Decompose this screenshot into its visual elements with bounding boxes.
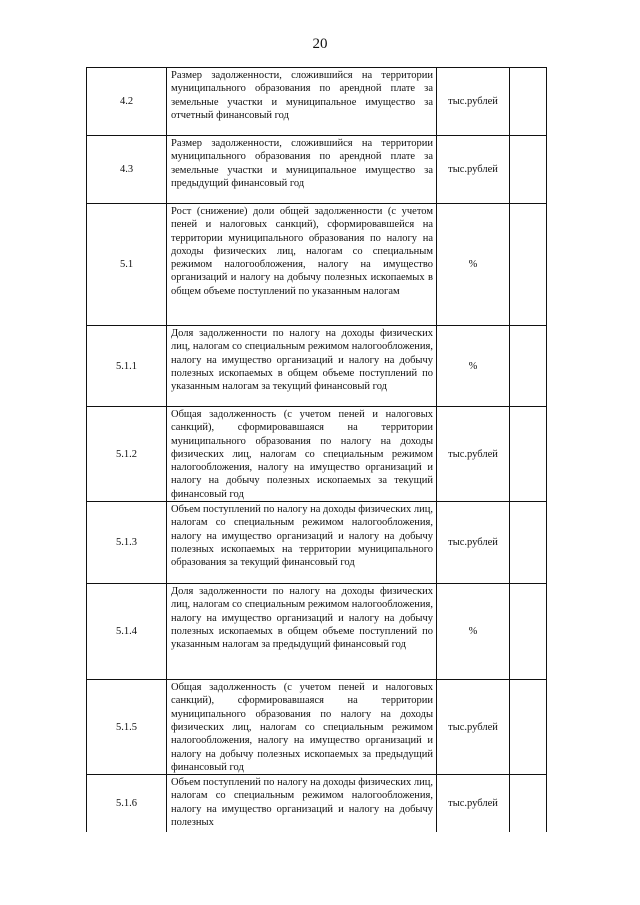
indicator-name: Размер задолженности, сложившийся на территории муниципального образования по арендной плате за земельные участки и муниципальное имущество за отчетный финансовый год (167, 68, 437, 136)
value-cell (510, 407, 547, 502)
row-number: 4.3 (87, 136, 167, 204)
indicator-name: Размер задолженности, сложившийся на территории муниципального образования по арендной плате за земельные участки и муниципальное имущество за предыдущий финансовый год (167, 136, 437, 204)
unit-cell: тыс.рублей (437, 407, 510, 502)
table-row (87, 775, 547, 832)
indicator-name: Доля задолженности по налогу на доходы физических лиц, налогам со специальным режимом налогообложения, налогу на имущество организаций и налогу на добычу полезных ископаемых в общем объеме поступлений по указанным налогам за предыдущий финансовый год (167, 584, 437, 680)
row-number: 5.1.3 (87, 502, 167, 584)
unit-cell: % (437, 204, 510, 326)
value-cell (510, 502, 547, 584)
indicator-name: Общая задолженность (с учетом пеней и налоговых санкций), сформировавшаяся на территории муниципального образования по налогу на доходы физических лиц, налогам со специальным режимом налогообложения, налогу на имущество организаций и налогу на добычу полезных ископаемых за предыдущий финансовый год (167, 680, 437, 775)
table-row (87, 136, 547, 204)
row-number: 4.2 (87, 68, 167, 136)
table-row (87, 68, 547, 136)
indicators-table (86, 67, 547, 832)
indicator-name: Объем поступлений по налогу на доходы физических лиц, налогам со специальным режимом налогообложения, налогу на имущество организаций и налогу на добычу полезных ископаемых на территории муниципального образования за текущий финансовый год (167, 502, 437, 584)
value-cell (510, 68, 547, 136)
indicator-name: Доля задолженности по налогу на доходы физических лиц, налогам со специальным режимом налогообложения, налогу на имущество организаций и налогу на добычу полезных ископаемых в общем объеме поступлений по указанным налогам за текущий финансовый год (167, 326, 437, 407)
row-number: 5.1.2 (87, 407, 167, 502)
value-cell (510, 584, 547, 680)
unit-cell: % (437, 326, 510, 407)
indicator-name: Рост (снижение) доли общей задолженности (с учетом пеней и налоговых санкций), сформировавшейся на территории муниципального образования по налогу на доходы физических лиц, налогам со специальным режимом налогообложения, налогу на имущество организаций и налогу на добычу полезных ископаемых в общем объеме поступлений по указанным налогам (167, 204, 437, 326)
value-cell (510, 680, 547, 775)
value-cell (510, 204, 547, 326)
unit-cell: тыс.рублей (437, 136, 510, 204)
value-cell (510, 775, 547, 832)
unit-cell: тыс.рублей (437, 502, 510, 584)
page-number: 20 (312, 36, 328, 52)
value-cell (510, 136, 547, 204)
row-number: 5.1.6 (87, 775, 167, 832)
indicator-name: Общая задолженность (с учетом пеней и налоговых санкций), сформировавшаяся на территории муниципального образования по налогу на доходы физических лиц, налогам со специальным режимом налогообложения, налогу на имущество организаций и налогу на добычу полезных ископаемых за текущий финансовый год (167, 407, 437, 502)
table-row (87, 204, 547, 326)
indicator-name: Объем поступлений по налогу на доходы физических лиц, налогам со специальным режимом налогообложения, налогу на имущество организаций и налогу на добычу полезных (167, 775, 437, 832)
unit-cell: тыс.рублей (437, 775, 510, 832)
value-cell (510, 326, 547, 407)
table-row (87, 584, 547, 680)
unit-cell: тыс.рублей (437, 68, 510, 136)
row-number: 5.1.4 (87, 584, 167, 680)
unit-cell: тыс.рублей (437, 680, 510, 775)
unit-cell: % (437, 584, 510, 680)
table-row (87, 326, 547, 407)
row-number: 5.1.1 (87, 326, 167, 407)
table-row (87, 502, 547, 584)
row-number: 5.1.5 (87, 680, 167, 775)
row-number: 5.1 (87, 204, 167, 326)
table-row (87, 680, 547, 775)
table-row (87, 407, 547, 502)
